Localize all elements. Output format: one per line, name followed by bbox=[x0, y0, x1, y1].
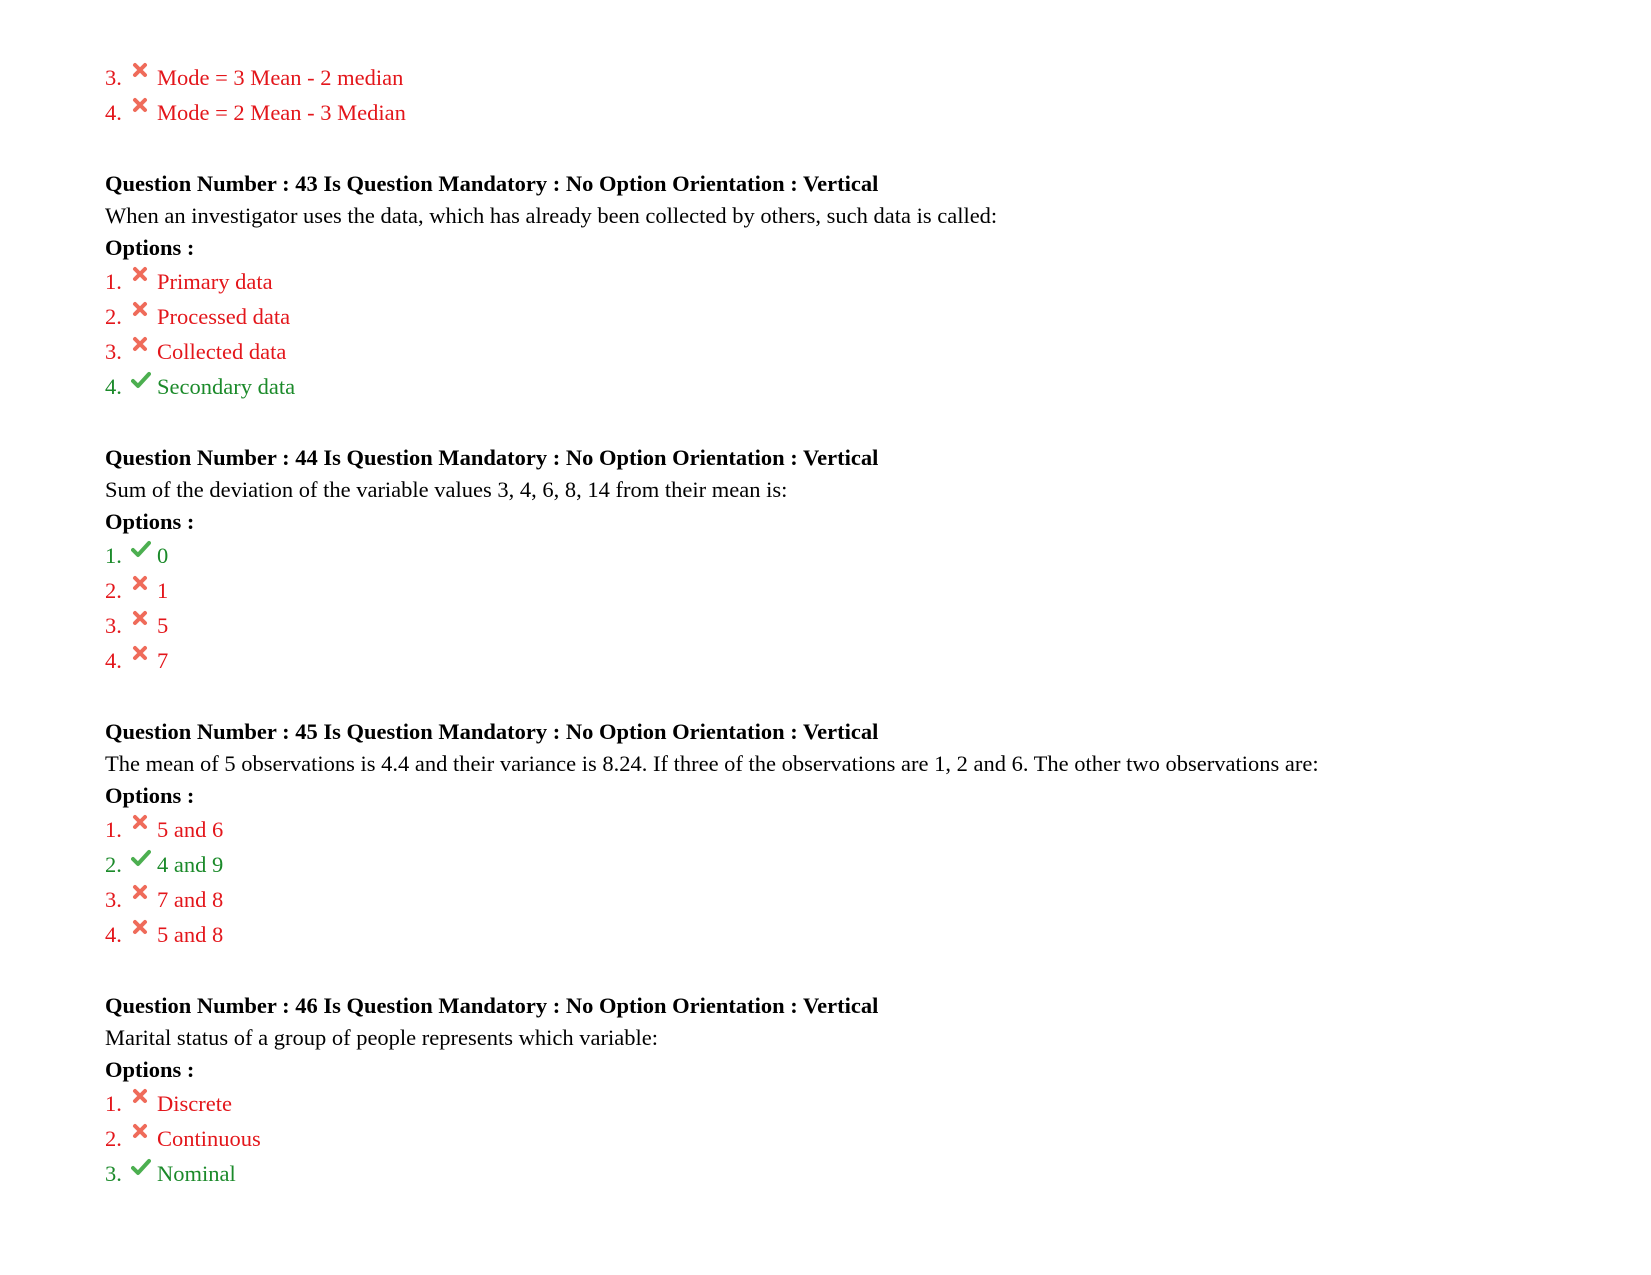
option-text: 5 and 6 bbox=[157, 817, 224, 842]
cross-icon bbox=[130, 917, 157, 952]
question-header: Question Number : 43 Is Question Mandatory : No Option Orientation : Vertical bbox=[105, 171, 879, 196]
cross-icon bbox=[130, 299, 157, 334]
option-text: Collected data bbox=[157, 339, 287, 364]
cross-icon bbox=[130, 882, 157, 917]
option-row bbox=[105, 1156, 1605, 1191]
option-text: 1 bbox=[157, 578, 169, 603]
option-number: 3. bbox=[105, 65, 122, 90]
option-row bbox=[105, 264, 1605, 299]
question-block bbox=[105, 990, 1605, 1191]
check-icon bbox=[130, 538, 157, 573]
options-list bbox=[105, 812, 1605, 952]
option-number: 2. bbox=[105, 304, 122, 329]
option-text: Processed data bbox=[157, 304, 291, 329]
option-text: 7 bbox=[157, 648, 169, 673]
option-row bbox=[105, 60, 1605, 95]
option-number: 1. bbox=[105, 817, 122, 842]
cross-icon bbox=[130, 643, 157, 678]
question-text: Sum of the deviation of the variable values 3, 4, 6, 8, 14 from their mean is: bbox=[105, 477, 788, 502]
options-list bbox=[105, 538, 1605, 678]
option-number: 2. bbox=[105, 852, 122, 877]
option-row bbox=[105, 882, 1605, 917]
question-text: When an investigator uses the data, which has already been collected by others, such data is called: bbox=[105, 203, 998, 228]
option-number: 1. bbox=[105, 543, 122, 568]
option-number: 1. bbox=[105, 269, 122, 294]
option-number: 4. bbox=[105, 648, 122, 673]
cross-icon bbox=[130, 95, 157, 130]
option-text: 0 bbox=[157, 543, 169, 568]
option-text: Continuous bbox=[157, 1126, 261, 1151]
option-row bbox=[105, 1086, 1605, 1121]
options-label: Options : bbox=[105, 509, 195, 534]
option-text: 5 bbox=[157, 613, 169, 638]
option-text: Mode = 2 Mean - 3 Median bbox=[157, 100, 406, 125]
document-page bbox=[105, 60, 1605, 1191]
option-row bbox=[105, 538, 1605, 573]
cross-icon bbox=[130, 1086, 157, 1121]
option-row bbox=[105, 917, 1605, 952]
option-number: 4. bbox=[105, 100, 122, 125]
question-header: Question Number : 45 Is Question Mandatory : No Option Orientation : Vertical bbox=[105, 719, 879, 744]
option-number: 3. bbox=[105, 613, 122, 638]
options-list bbox=[105, 1086, 1605, 1191]
option-row bbox=[105, 812, 1605, 847]
check-icon bbox=[130, 1156, 157, 1191]
options-label: Options : bbox=[105, 235, 195, 260]
option-number: 3. bbox=[105, 339, 122, 364]
cross-icon bbox=[130, 573, 157, 608]
cross-icon bbox=[130, 264, 157, 299]
questions-list bbox=[105, 168, 1605, 1191]
option-row bbox=[105, 847, 1605, 882]
option-text: 7 and 8 bbox=[157, 887, 224, 912]
option-number: 2. bbox=[105, 578, 122, 603]
option-number: 1. bbox=[105, 1091, 122, 1116]
question-block bbox=[105, 168, 1605, 404]
options-label: Options : bbox=[105, 783, 195, 808]
option-text: 5 and 8 bbox=[157, 922, 224, 947]
question-block bbox=[105, 442, 1605, 678]
question-header: Question Number : 46 Is Question Mandatory : No Option Orientation : Vertical bbox=[105, 993, 879, 1018]
options-list bbox=[105, 264, 1605, 404]
cross-icon bbox=[130, 60, 157, 95]
option-number: 4. bbox=[105, 374, 122, 399]
check-icon bbox=[130, 369, 157, 404]
option-number: 2. bbox=[105, 1126, 122, 1151]
cross-icon bbox=[130, 608, 157, 643]
continued-options-list bbox=[105, 60, 1605, 130]
option-row bbox=[105, 573, 1605, 608]
cross-icon bbox=[130, 812, 157, 847]
option-row bbox=[105, 1121, 1605, 1156]
check-icon bbox=[130, 847, 157, 882]
option-row bbox=[105, 643, 1605, 678]
option-text: Secondary data bbox=[157, 374, 296, 399]
option-text: Mode = 3 Mean - 2 median bbox=[157, 65, 404, 90]
question-header: Question Number : 44 Is Question Mandatory : No Option Orientation : Vertical bbox=[105, 445, 879, 470]
question-block bbox=[105, 716, 1605, 952]
option-row bbox=[105, 334, 1605, 369]
option-row bbox=[105, 95, 1605, 130]
option-row bbox=[105, 299, 1605, 334]
option-number: 3. bbox=[105, 1161, 122, 1186]
option-number: 3. bbox=[105, 887, 122, 912]
option-text: Primary data bbox=[157, 269, 273, 294]
cross-icon bbox=[130, 1121, 157, 1156]
option-text: 4 and 9 bbox=[157, 852, 224, 877]
option-row bbox=[105, 608, 1605, 643]
option-text: Nominal bbox=[157, 1161, 236, 1186]
option-row bbox=[105, 369, 1605, 404]
option-text: Discrete bbox=[157, 1091, 232, 1116]
options-label: Options : bbox=[105, 1057, 195, 1082]
option-number: 4. bbox=[105, 922, 122, 947]
cross-icon bbox=[130, 334, 157, 369]
question-text: Marital status of a group of people represents which variable: bbox=[105, 1025, 658, 1050]
question-text: The mean of 5 observations is 4.4 and their variance is 8.24. If three of the observations are 1, 2 and 6. The other two observations are: bbox=[105, 751, 1319, 776]
